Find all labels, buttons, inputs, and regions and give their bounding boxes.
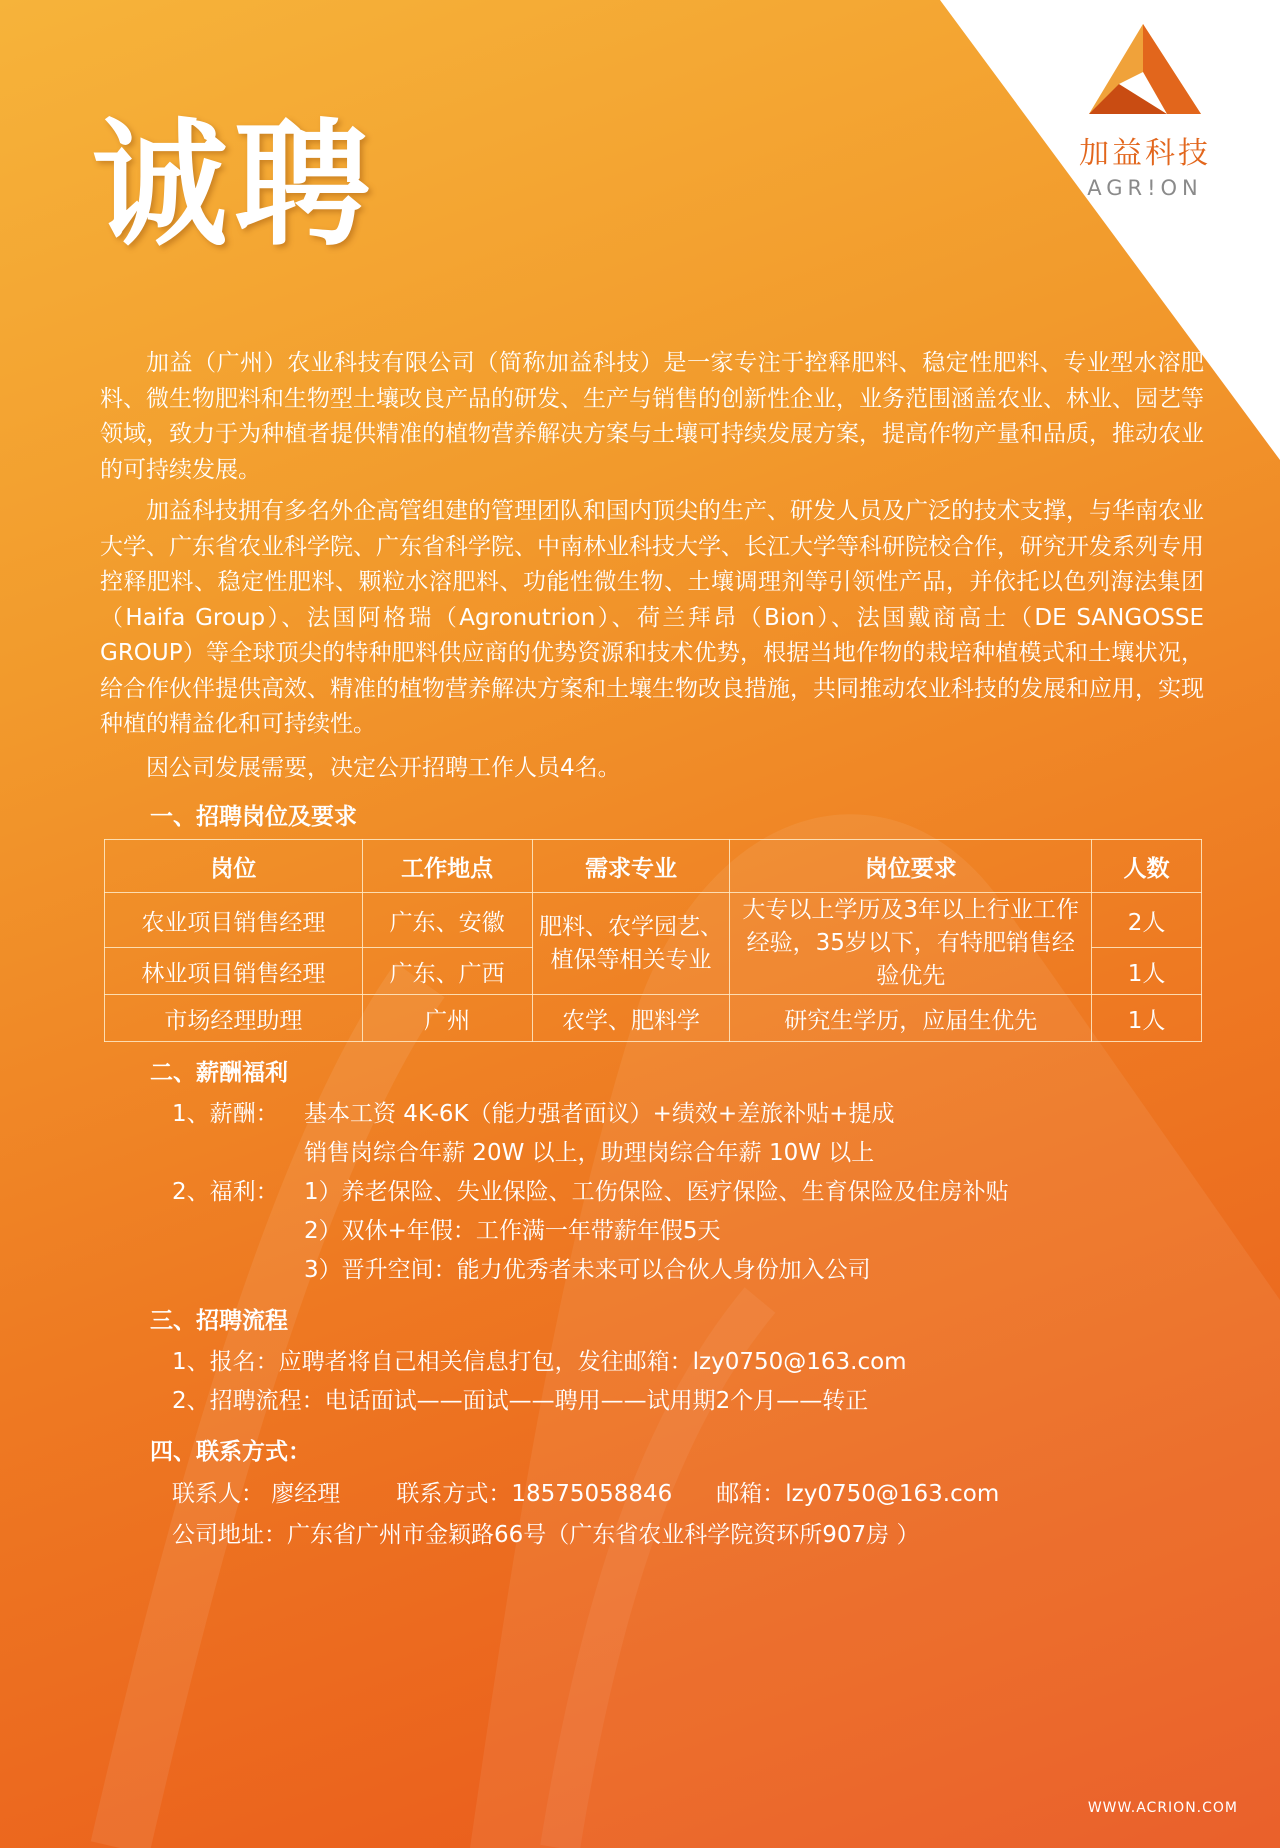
header-position: 岗位 (105, 840, 363, 893)
process-list (100, 1343, 1204, 1421)
cell-location: 广东、广西 (362, 948, 532, 995)
agrion-triangle-icon (1085, 20, 1205, 120)
headline: 诚聘 (92, 107, 376, 265)
section-heading-positions: 一、招聘岗位及要求 (150, 804, 357, 830)
salary-label: 1、薪酬： (172, 1101, 279, 1127)
header-count: 人数 (1092, 840, 1202, 893)
section-heading-benefits: 二、薪酬福利 (150, 1060, 288, 1086)
welfare-item: 2）双休+年假：工作满一年带薪年假5天 (304, 1218, 721, 1244)
salary-line-2: 销售岗综合年薪 20W 以上，助理岗综合年薪 10W 以上 (304, 1140, 875, 1166)
cell-count: 1人 (1092, 995, 1202, 1042)
table-row (105, 893, 1202, 948)
cell-requirement: 研究生学历，应届生优先 (730, 995, 1092, 1042)
process-step: 1、报名：应聘者将自己相关信息打包，发往邮箱：lzy0750@163.com (172, 1349, 907, 1375)
welfare-label: 2、福利： (172, 1179, 279, 1205)
logo-text-cn: 加益科技 (1079, 136, 1211, 171)
header-location: 工作地点 (362, 840, 532, 893)
contact-block (100, 1474, 1204, 1556)
welfare-item: 3）晋升空间：能力优秀者未来可以合伙人身份加入公司 (304, 1257, 871, 1283)
benefits-list (100, 1095, 1204, 1290)
cell-position: 市场经理助理 (105, 995, 363, 1042)
welfare-item: 1）养老保险、失业保险、工伤保险、医疗保险、生育保险及住房补贴 (304, 1179, 1009, 1205)
welfare-row (172, 1173, 1204, 1212)
intro-paragraph-1: 加益（广州）农业科技有限公司（简称加益科技）是一家专注于控释肥料、稳定性肥料、专业型水溶肥料、微生物肥料和生物型土壤改良产品的研发、生产与销售的创新性企业，业务范围涵盖农业、林业、园艺等领域，致力于为种植者提供精准的植物营养解决方案与土壤可持续发展方案，提高作物产量和品质，推动农业的可持续发展。 (100, 350, 1204, 483)
table-row (105, 995, 1202, 1042)
intro-paragraph-2: 加益科技拥有多名外企高管组建的管理团队和国内顶尖的生产、研发人员及广泛的技术支撑，与华南农业大学、广东省农业科学院、广东省科学院、中南林业科技大学、长江大学等科研院校合作，研究开发系列专用控释肥料、稳定性肥料、颗粒水溶肥料、功能性微生物、土壤调理剂等引领性产品，并依托以色列海法集团（Haifa Group）、法国阿格瑞（Agronutrion）、荷兰拜昂（Bion）、法国戴商高士（DE SANGOSSE GROUP）等全球顶尖的特种肥料供应商的优势资源和技术优势，根据当地作物的栽培种植模式和土壤状况，给合作伙伴提供高效、精准的植物营养解决方案和土壤生物改良措施，共同推动农业科技的发展和应用，实现种植的精益化和可持续性。 (100, 498, 1204, 737)
cell-requirement-shared: 大专以上学历及3年以上行业工作经验，35岁以下，有特肥销售经验优先 (730, 893, 1092, 995)
section-heading-contact: 四、联系方式： (150, 1439, 311, 1465)
cell-major: 农学、肥料学 (532, 995, 730, 1042)
cell-major-shared: 肥料、农学园艺、植保等相关专业 (532, 893, 730, 995)
main-content (100, 346, 1204, 1556)
table-header-row (105, 840, 1202, 893)
positions-table (104, 839, 1202, 1042)
company-logo (1050, 20, 1240, 200)
cell-location: 广东、安徽 (362, 893, 532, 948)
contact-line (172, 1474, 1204, 1515)
contact-email: 邮箱：lzy0750@163.com (716, 1481, 1000, 1507)
section-heading-process: 三、招聘流程 (150, 1308, 288, 1334)
cell-position: 农业项目销售经理 (105, 893, 363, 948)
process-step: 2、招聘流程：电话面试——面试——聘用——试用期2个月——转正 (172, 1388, 869, 1414)
header-major: 需求专业 (532, 840, 730, 893)
contact-address: 公司地址：广东省广州市金颖路66号（广东省农业科学院资环所907房 ） (172, 1522, 920, 1548)
contact-phone: 联系方式：18575058846 (396, 1481, 673, 1507)
cell-count: 1人 (1092, 948, 1202, 995)
cell-count: 2人 (1092, 893, 1202, 948)
contact-person: 联系人： 廖经理 (172, 1481, 341, 1507)
salary-row (172, 1095, 1204, 1134)
salary-line-1: 基本工资 4K-6K（能力强者面议）+绩效+差旅补贴+提成 (304, 1101, 895, 1127)
intro-paragraph-3: 因公司发展需要，决定公开招聘工作人员4名。 (146, 754, 621, 781)
header-requirement: 岗位要求 (730, 840, 1092, 893)
cell-location: 广州 (362, 995, 532, 1042)
cell-position: 林业项目销售经理 (105, 948, 363, 995)
website-footer: WWW.ACRION.COM (1087, 1800, 1238, 1816)
logo-text-en: AGR!ON (1087, 176, 1203, 200)
